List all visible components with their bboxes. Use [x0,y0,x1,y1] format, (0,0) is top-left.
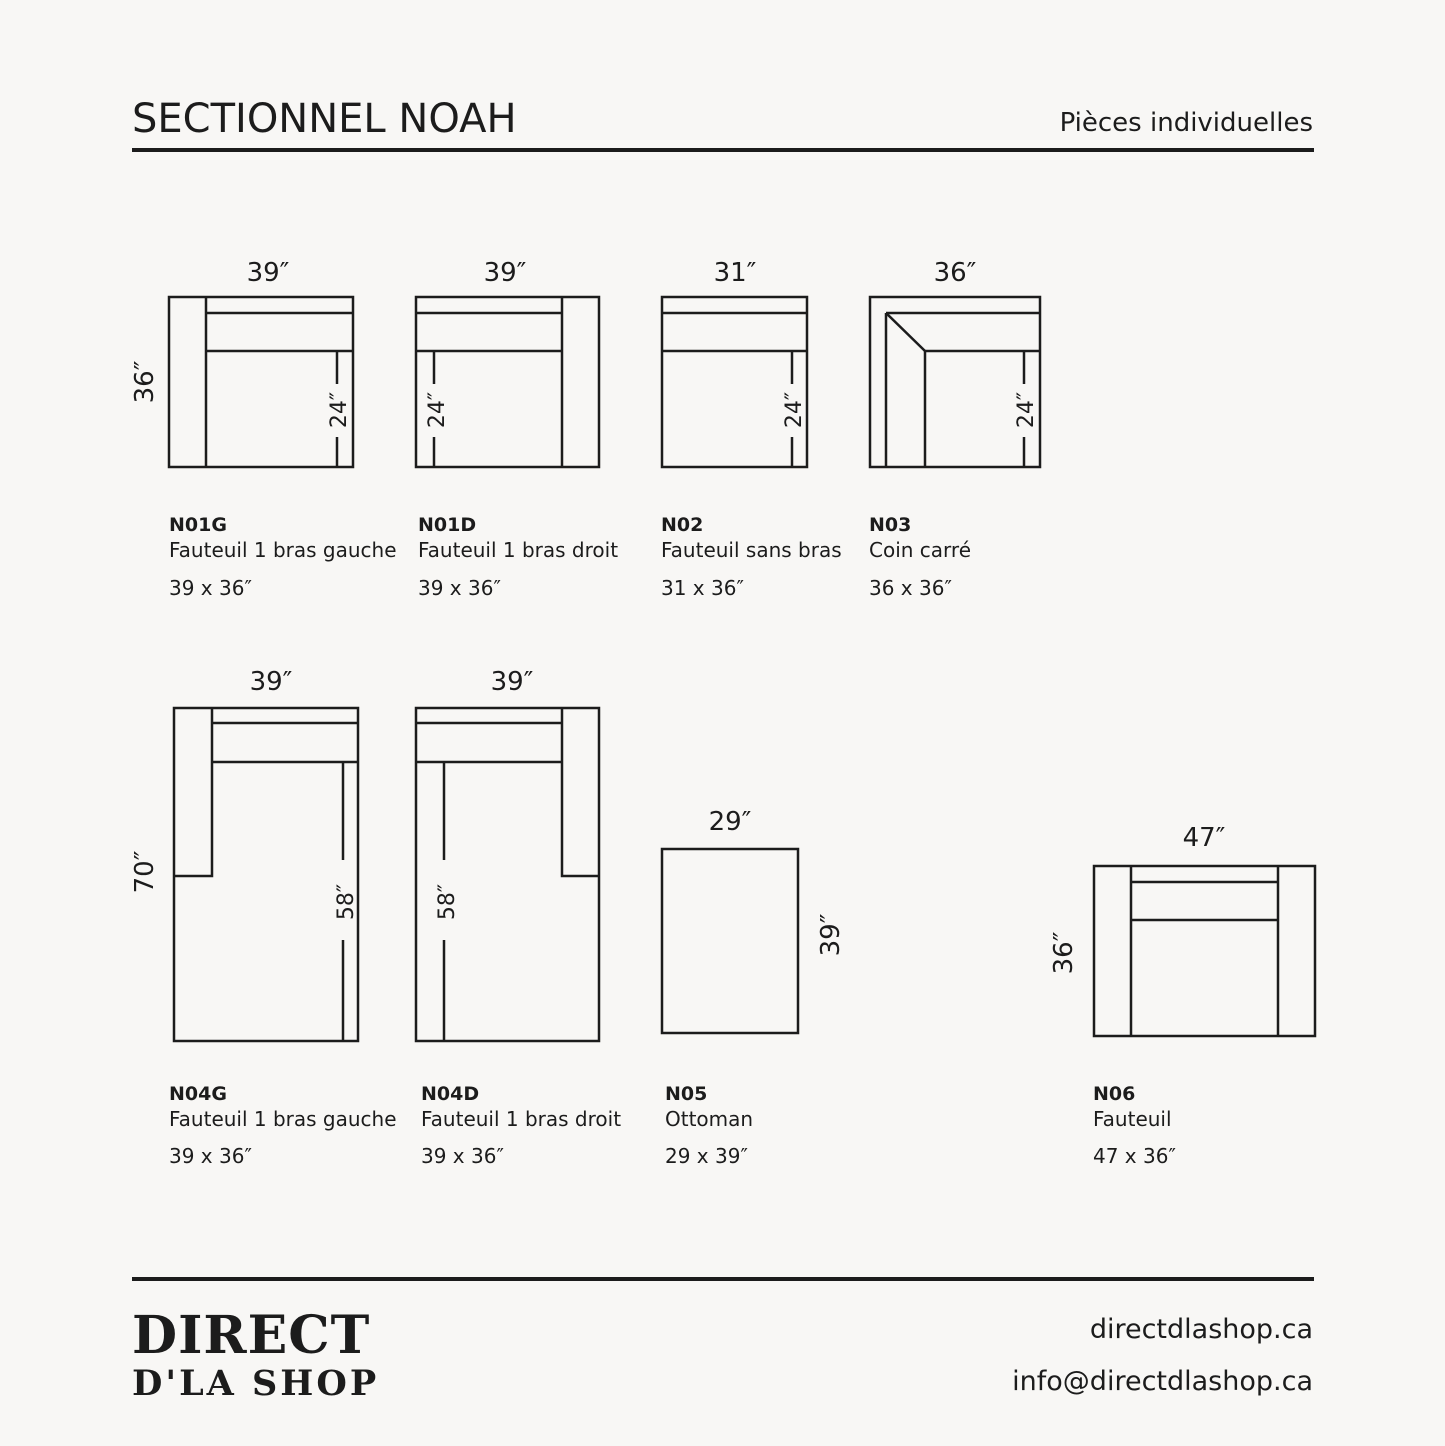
piece-n03-seat-label: 24″ [1014,391,1039,429]
piece-n06-width-label: 47″ [1182,823,1226,853]
piece-n04g-size: 39 x 36″ [169,1144,252,1168]
piece-n02-width-label: 31″ [713,258,757,288]
piece-n01d-drawing [416,297,599,467]
piece-n01d-name: Fauteuil 1 bras droit [418,538,619,562]
piece-n04d-width-label: 39″ [490,667,534,697]
piece-n04d-drawing [416,708,599,1041]
piece-n01d-seat-label: 24″ [425,391,450,429]
piece-n04g-drawing [174,708,358,1041]
piece-n02-size: 31 x 36″ [661,576,744,600]
piece-n02-code: N02 [661,514,704,536]
piece-n01d-code: N01D [418,514,477,536]
piece-n03-name: Coin carré [869,538,972,562]
page-subtitle: Pièces individuelles [1059,108,1313,138]
piece-n06-size: 47 x 36″ [1093,1144,1176,1168]
piece-n03-width-label: 36″ [933,258,977,288]
piece-n05-size: 29 x 39″ [665,1144,748,1168]
piece-n01g-depth-label: 36″ [130,360,160,404]
brand-logo-line2: D'LA SHOP [132,1363,380,1404]
piece-n01g-seat-label: 24″ [327,391,352,429]
website-link[interactable]: directdlashop.ca [1089,1314,1313,1345]
piece-n06-code: N06 [1093,1083,1136,1105]
piece-n04d-name: Fauteuil 1 bras droit [421,1107,622,1131]
piece-n05-drawing [662,849,798,1033]
piece-n06-drawing [1094,866,1315,1036]
email-link[interactable]: info@directdlashop.ca [1012,1366,1313,1397]
piece-n04g-width-label: 39″ [249,667,293,697]
piece-n01g-size: 39 x 36″ [169,576,252,600]
piece-n06-depth-label: 36″ [1049,931,1079,975]
piece-n02-drawing [662,297,807,467]
piece-n01d-size: 39 x 36″ [418,576,501,600]
piece-n06-name: Fauteuil [1093,1107,1172,1131]
piece-n04d-size: 39 x 36″ [421,1144,504,1168]
piece-n04g-name: Fauteuil 1 bras gauche [169,1107,397,1131]
piece-n04d-seat-label: 58″ [435,883,460,921]
piece-n05-name: Ottoman [665,1107,754,1131]
page-title: SECTIONNEL NOAH [132,96,517,142]
piece-n01g-width-label: 39″ [246,258,290,288]
piece-n01g-drawing [169,297,353,467]
piece-n02-name: Fauteuil sans bras [661,538,842,562]
piece-n01d-width-label: 39″ [483,258,527,288]
piece-n05-width-label: 29″ [708,807,752,837]
piece-n04g-depth-label: 70″ [130,850,160,894]
piece-n01g-code: N01G [169,514,227,536]
piece-n03-drawing [870,297,1040,467]
piece-n03-code: N03 [869,514,912,536]
piece-n03-size: 36 x 36″ [869,576,952,600]
piece-n01g-name: Fauteuil 1 bras gauche [169,538,397,562]
brand-logo-line1: DIRECT [132,1305,371,1366]
piece-n05-depth-label: 39″ [816,913,846,957]
piece-n05-code: N05 [665,1083,708,1105]
piece-n02-seat-label: 24″ [782,391,807,429]
footer-divider [132,1277,1314,1281]
piece-n04g-seat-label: 58″ [334,883,359,921]
piece-n04d-code: N04D [421,1083,480,1105]
piece-n04g-code: N04G [169,1083,227,1105]
